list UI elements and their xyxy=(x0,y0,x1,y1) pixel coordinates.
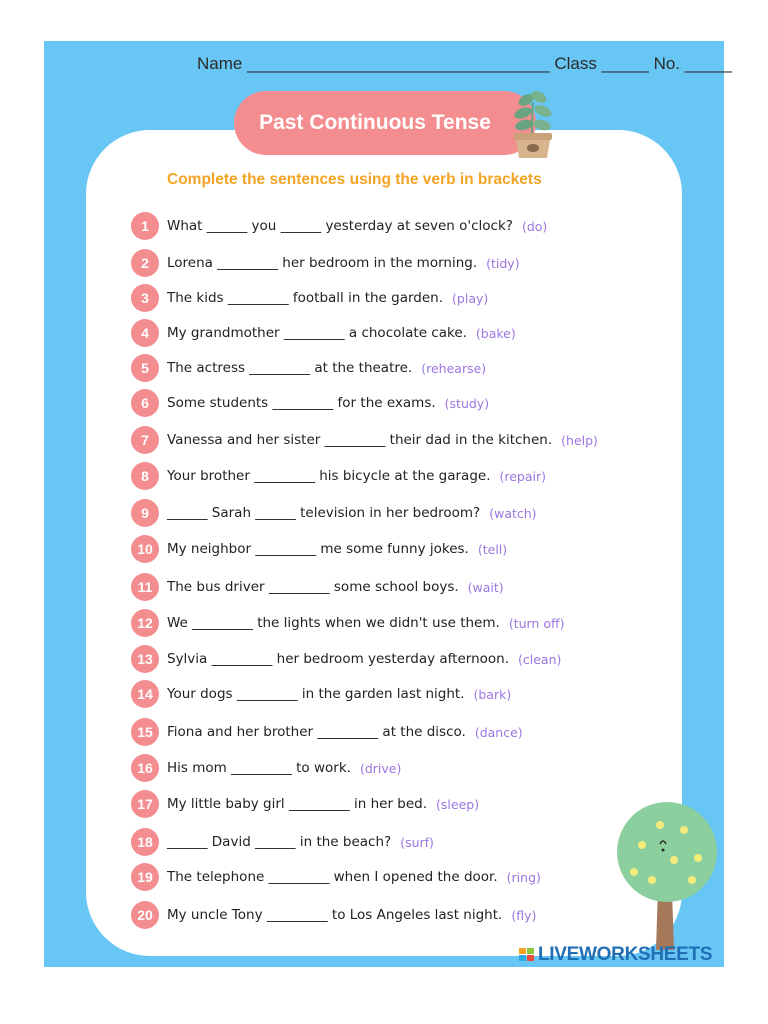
question-number-badge: 5 xyxy=(131,354,159,382)
question-number-badge: 9 xyxy=(131,499,159,527)
question-row-6 xyxy=(131,388,489,418)
tree-icon xyxy=(612,800,722,950)
question-text: We _________ the lights when we didn't use them. xyxy=(167,615,500,631)
question-text: My uncle Tony _________ to Los Angeles last night. xyxy=(167,907,503,923)
verb-hint: (dance) xyxy=(474,724,523,740)
verb-hint: (turn off) xyxy=(508,615,565,631)
question-number-badge: 12 xyxy=(131,609,159,637)
question-text: Some students _________ for the exams. xyxy=(167,395,436,411)
question-text: Your brother _________ his bicycle at the garage. xyxy=(167,468,491,484)
student-info-line: Name ________________________________ Class _____ No. _____ xyxy=(197,54,733,73)
question-number-badge: 13 xyxy=(131,645,159,673)
liveworksheets-logo-icon xyxy=(519,948,535,962)
question-text: Vanessa and her sister _________ their dad in the kitchen. xyxy=(167,432,553,448)
question-row-17 xyxy=(131,789,479,819)
question-row-15 xyxy=(131,717,523,747)
question-row-13 xyxy=(131,644,561,674)
question-row-20 xyxy=(131,900,536,930)
verb-hint: (drive) xyxy=(359,760,402,776)
question-text: What ______ you ______ yesterday at seven o'clock? xyxy=(167,218,513,234)
question-number-badge: 3 xyxy=(131,284,159,312)
question-text: My little baby girl _________ in her bed. xyxy=(167,796,428,812)
verb-hint: (bark) xyxy=(473,686,512,702)
verb-hint: (play) xyxy=(452,290,489,306)
question-row-8 xyxy=(131,461,546,491)
question-row-9 xyxy=(131,498,537,528)
question-text: My neighbor _________ me some funny jokes. xyxy=(167,541,469,557)
question-text: Fiona and her brother _________ at the disco. xyxy=(167,724,466,740)
question-row-4 xyxy=(131,318,516,348)
question-number-badge: 19 xyxy=(131,863,159,891)
verb-hint: (help) xyxy=(561,432,598,448)
brand-name: LIVEWORKSHEETS xyxy=(538,944,713,965)
question-number-badge: 8 xyxy=(131,462,159,490)
question-number-badge: 6 xyxy=(131,389,159,417)
question-row-3 xyxy=(131,283,488,313)
question-text: ______ Sarah ______ television in her bedroom? xyxy=(167,505,481,521)
question-text: The actress _________ at the theatre. xyxy=(167,360,413,376)
question-number-badge: 4 xyxy=(131,319,159,347)
question-number-badge: 18 xyxy=(131,828,159,856)
verb-hint: (clean) xyxy=(518,651,562,667)
question-row-16 xyxy=(131,753,401,783)
question-number-badge: 17 xyxy=(131,790,159,818)
question-text: Your dogs _________ in the garden last night. xyxy=(167,686,465,702)
question-text: The bus driver _________ some school boys. xyxy=(167,579,459,595)
verb-hint: (watch) xyxy=(489,505,537,521)
question-row-7 xyxy=(131,425,598,455)
verb-hint: (surf) xyxy=(400,834,434,850)
verb-hint: (tidy) xyxy=(486,255,520,271)
question-row-11 xyxy=(131,572,504,602)
question-number-badge: 10 xyxy=(131,535,159,563)
verb-hint: (fly) xyxy=(511,907,537,923)
question-row-2 xyxy=(131,248,520,278)
instructions: Complete the sentences using the verb in brackets xyxy=(167,171,542,188)
question-text: His mom _________ to work. xyxy=(167,760,351,776)
verb-hint: (rehearse) xyxy=(421,360,487,376)
question-row-10 xyxy=(131,534,507,564)
verb-hint: (tell) xyxy=(477,541,508,557)
question-number-badge: 20 xyxy=(131,901,159,929)
question-row-14 xyxy=(131,679,511,709)
verb-hint: (study) xyxy=(444,395,490,411)
question-text: The kids _________ football in the garden. xyxy=(167,290,444,306)
verb-hint: (wait) xyxy=(467,579,504,595)
question-text: ______ David ______ in the beach? xyxy=(167,834,392,850)
title-banner xyxy=(234,91,536,155)
question-text: The telephone _________ when I opened the door. xyxy=(167,869,498,885)
question-row-18 xyxy=(131,827,434,857)
question-number-badge: 2 xyxy=(131,249,159,277)
question-text: Sylvia _________ her bedroom yesterday afternoon. xyxy=(167,651,510,667)
verb-hint: (ring) xyxy=(506,869,541,885)
verb-hint: (sleep) xyxy=(436,796,480,812)
potted-plant-icon xyxy=(506,86,558,162)
question-row-1 xyxy=(131,211,547,241)
question-row-19 xyxy=(131,862,541,892)
verb-hint: (do) xyxy=(521,218,548,234)
question-number-badge: 11 xyxy=(131,573,159,601)
verb-hint: (repair) xyxy=(499,468,547,484)
question-row-5 xyxy=(131,353,486,383)
page-title: Past Continuous Tense xyxy=(259,111,491,134)
verb-hint: (bake) xyxy=(475,325,516,341)
question-text: My grandmother _________ a chocolate cake. xyxy=(167,325,467,341)
question-number-badge: 15 xyxy=(131,718,159,746)
question-number-badge: 16 xyxy=(131,754,159,782)
question-text: Lorena _________ her bedroom in the morning. xyxy=(167,255,478,271)
question-number-badge: 14 xyxy=(131,680,159,708)
question-number-badge: 7 xyxy=(131,426,159,454)
question-row-12 xyxy=(131,608,564,638)
question-number-badge: 1 xyxy=(131,212,159,240)
liveworksheets-branding xyxy=(519,944,712,966)
